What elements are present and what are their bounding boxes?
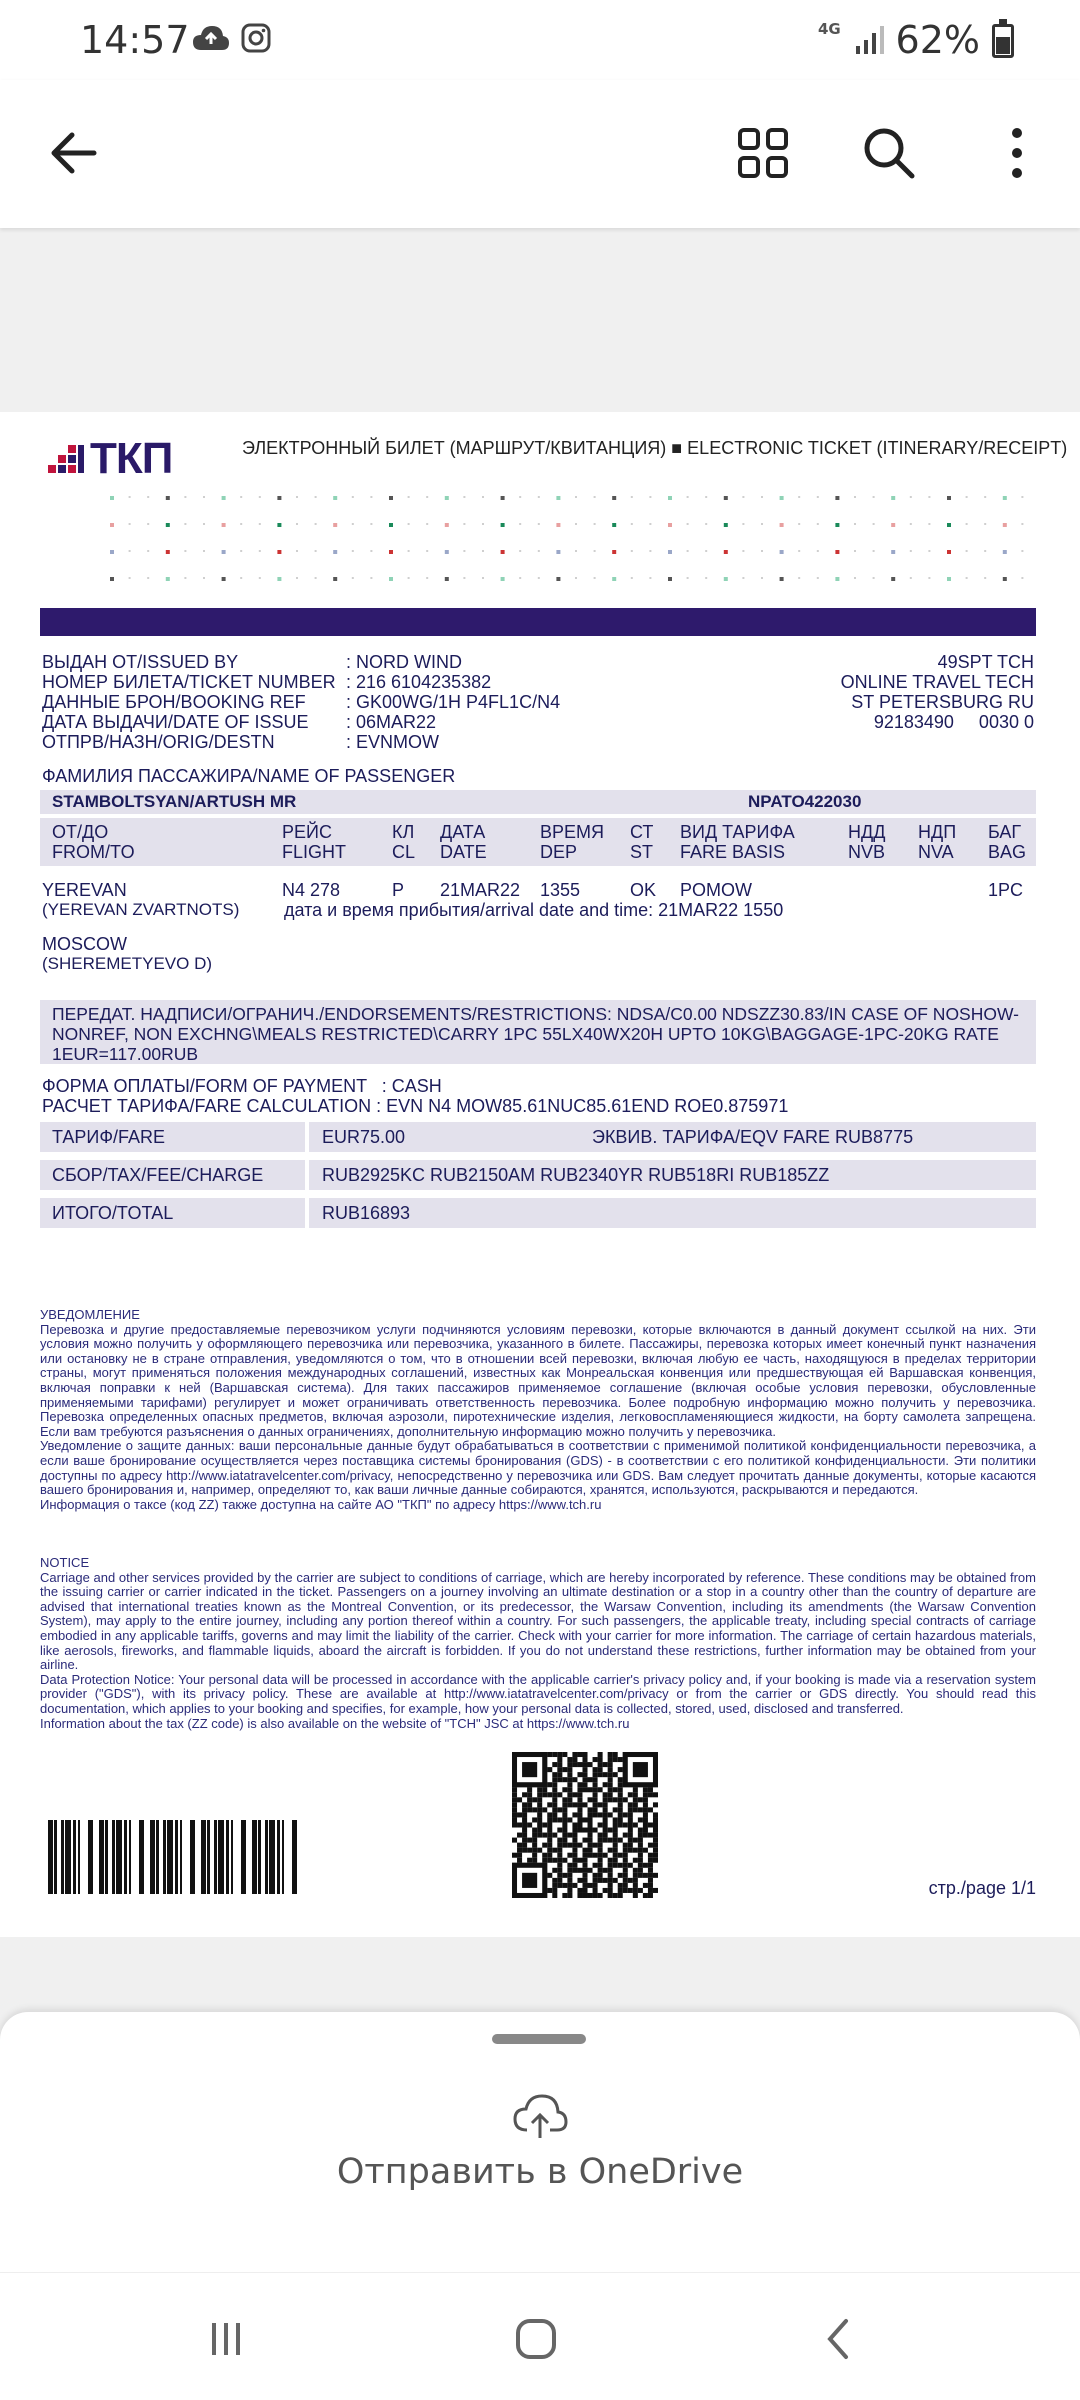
system-nav-bar — [0, 2272, 1080, 2400]
booking-ref-label: ДАННЫЕ БРОН/BOOKING REF — [42, 692, 306, 712]
grid-view-icon[interactable] — [718, 108, 808, 198]
segment-flight: N4 278 — [282, 880, 341, 900]
notice-ru-tax-info: Информация о таксе (код ZZ) также доступна на сайте АО "ТКП" по адресу https://www.tch.ru — [40, 1496, 602, 1512]
date-of-issue-label: ДАТА ВЫДАЧИ/DATE OF ISSUE — [42, 712, 309, 732]
send-to-onedrive-button[interactable] — [300, 2092, 780, 2222]
notice-ru-text: Перевозка и другие предоставляемые перевозчиком услуги подчиняются условиям перевозки, которые включаются в данный документ ссылкой на них. Эти условия можно получить у оформляющего перевозчика или перевозчика, указанного в билете. Пассажиры, перевозка которых имеет конечный пункт назначения или остановку не в стране отправления, уведомляются о том, что в отношении всей перевозки, включая любую ее часть, находящуюся в пределах территории страны, могут применяться положения международных соглашений, известных как Монреальская конвенция или предшествующая ей Варшавская конвенция, включая поправки к ней (Варшавская система). Для таких пассажиров применяемое соглашение (включая особые условия перевозки, обусловленные применяемыми тарифами) регулирует и может ограничивать ответственность перевозчика. Более подробную информацию можно получить у перевозчика. Перевозка определенных опасных предметов, включая аэрозоли, пиротехнические изделия, легковоспламеняющиеся жидкости, на борту самолета запрещена. Если вам требуются разъяснения о данных ограничениях, дополнительную информацию можно получить у перевозчика. — [40, 1321, 1036, 1439]
fare-value: EUR75.00 — [322, 1127, 406, 1147]
col-flight: РЕЙС — [282, 822, 332, 842]
status-time: 14:57 — [80, 18, 190, 62]
tax-value: RUB2925KC RUB2150AM RUB2340YR RUB518RI RUB185ZZ — [322, 1165, 830, 1185]
col-from-en: FROM/TO — [52, 842, 135, 862]
ticket-title: ЭЛЕКТРОННЫЙ БИЛЕТ (МАРШРУТ/КВИТАНЦИЯ) ■ ELECTRONIC TICKET (ITINERARY/RECEIPT) — [242, 438, 1068, 458]
notice-ru-data-protection: Уведомление о защите данных: ваши персональные данные будут обрабатываться в соответствии с применимой политикой конфиденциальности перевозчика, а если ваше бронирование осуществляется через поставщика системы бронирования (GDS) - в соответствии с его политикой конфиденциальности. Эти политики доступны по адресу http://www.iatatravelcenter.com/privacy, непосредственно у перевозчика или GDS. Вам следует прочитать данные документы, которые касаются вашего бронирования и, например, определяют то, как ваши личные данные собираются, хранятся, используются, раскрываются и передаются. — [40, 1438, 1036, 1498]
tkp-logo: ТКП — [48, 434, 172, 484]
battery-icon — [992, 24, 1014, 58]
segment-to-airport: (SHEREMETYEVO D) — [42, 954, 213, 973]
eqv-fare: ЭКВИВ. ТАРИФА/EQV FARE RUB8775 — [592, 1127, 914, 1147]
orig-destn-value: : EVNMOW — [346, 732, 439, 752]
passenger-name: STAMBOLTSYAN/ARTUSH MR — [52, 792, 297, 811]
col-fare-basis-en: FARE BASIS — [680, 842, 786, 862]
total-label: ИТОГО/TOTAL — [52, 1203, 174, 1223]
booking-ref-value: : GK00WG/1H P4FL1C/N4 — [346, 692, 561, 712]
endorsements: ПЕРЕДАТ. НАДПИСИ/ОГРАНИЧ./ENDORSEMENTS/RESTRICTIONS: NDSA/C0.00 NDSZZ30.83/IN CASE OF NOSHOW-NONREF, NON EXCHNG\MEALS RESTRICTED\CARRY 1PC 55LX40WX20H UPTO 10KG\BAGGAGE-1PC-20KG RATE 1EUR=117.00RUB — [52, 1004, 1020, 1064]
logo-mark-icon — [48, 438, 84, 474]
nav-back-icon[interactable] — [810, 2309, 870, 2369]
segment-status: OK — [630, 880, 657, 900]
segment-from: YEREVAN — [42, 880, 127, 900]
app-toolbar — [0, 80, 1080, 228]
passenger-label: ФАМИЛИЯ ПАССАЖИРА/NAME OF PASSENGER — [42, 766, 456, 786]
search-icon[interactable] — [844, 108, 934, 198]
segment-header-bar — [40, 818, 1036, 866]
notice-ru-title: УВЕДОМЛЕНИЕ — [40, 1307, 140, 1322]
issued-by-label: ВЫДАН ОТ/ISSUED BY — [42, 652, 239, 672]
battery-percent: 62% — [895, 18, 980, 62]
ticket-number-label: НОМЕР БИЛЕТА/TICKET NUMBER — [42, 672, 336, 692]
segment-arrival: дата и время прибытия/arrival date and time: 21MAR22 1550 — [284, 900, 784, 920]
col-bag-en: BAG — [988, 842, 1027, 862]
sheet-drag-handle[interactable] — [492, 2034, 586, 2044]
col-time: ВРЕМЯ — [540, 822, 605, 842]
notice-en-title: NOTICE — [40, 1555, 90, 1570]
total-value: RUB16893 — [322, 1203, 411, 1223]
network-type: 4G — [818, 20, 841, 38]
col-nvb-en: NVB — [848, 842, 886, 862]
agency-code: 49SPT TCH — [937, 652, 1034, 672]
back-arrow-icon[interactable] — [28, 108, 118, 198]
fare-calculation: РАСЧЕТ ТАРИФА/FARE CALCULATION : EVN N4 MOW85.61NUC85.61END ROE0.875971 — [42, 1096, 789, 1116]
signal-icon — [852, 22, 886, 56]
col-from: ОТ/ДО — [52, 822, 109, 842]
pdf-page[interactable] — [0, 412, 1080, 1937]
segment-baggage: 1PC — [988, 880, 1024, 900]
header-band — [40, 608, 1036, 636]
send-to-onedrive-label: Отправить в OneDrive — [336, 2152, 744, 2192]
col-cl: КЛ — [392, 822, 415, 842]
cloud-upload-icon — [510, 2092, 570, 2142]
notice-en — [40, 1556, 1036, 1731]
col-st-en: ST — [630, 842, 654, 862]
status-bar — [0, 0, 1080, 80]
page-number: стр./page 1/1 — [928, 1878, 1036, 1898]
segment-fare-basis: POMOW — [680, 880, 752, 900]
qr-code-image — [512, 1752, 658, 1898]
col-cl-en: CL — [392, 842, 416, 862]
col-date-en: DATE — [440, 842, 487, 862]
total-row — [40, 1198, 1036, 1228]
col-nva: НДП — [918, 822, 957, 842]
col-nvb: НДД — [848, 822, 886, 842]
col-date: ДАТА — [440, 822, 486, 842]
barcode-image — [42, 1820, 300, 1894]
col-bag: БАГ — [988, 822, 1022, 842]
home-icon[interactable] — [506, 2309, 566, 2369]
segment-from-airport: (YEREVAN ZVARTNOTS) — [42, 900, 240, 919]
date-of-issue-value: : 06MAR22 — [346, 712, 437, 732]
issued-by-value: : NORD WIND — [346, 652, 462, 672]
segment-to: MOSCOW — [42, 934, 127, 954]
segment-class: P — [392, 880, 405, 900]
col-flight-en: FLIGHT — [282, 842, 347, 862]
fare-label: ТАРИФ/FARE — [52, 1127, 166, 1147]
ticket-number-value: : 216 6104235382 — [346, 672, 492, 692]
more-vert-icon[interactable] — [972, 108, 1062, 198]
col-fare-basis: ВИД ТАРИФА — [680, 822, 795, 842]
col-st: СТ — [630, 822, 654, 842]
agency-city: ST PETERSBURG RU — [851, 692, 1034, 712]
decorative-dot-pattern — [100, 476, 1036, 596]
col-nva-en: NVA — [918, 842, 954, 862]
col-time-en: DEP — [540, 842, 578, 862]
recents-icon[interactable] — [196, 2309, 256, 2369]
agency-numbers: 92183490 0030 0 — [873, 712, 1034, 732]
segment-dep-time: 1355 — [540, 880, 581, 900]
tax-label: СБОР/TAX/FEE/CHARGE — [52, 1165, 264, 1185]
notice-en-tax-info: Information about the tax (ZZ code) is also available on the website of "TCH" JSC at https://www.tch.ru — [40, 1715, 630, 1731]
agency-name: ONLINE TRAVEL TECH — [840, 672, 1034, 692]
segment-date: 21MAR22 — [440, 880, 521, 900]
notice-en-text: Carriage and other services provided by the carrier are subject to conditions of carriage, which are hereby incorporated by reference. These conditions may be obtained from the issuing carrier or carrier indicated in the ticket. Passengers on a journey involving an ultimate destination or a stop in a country other than the country of departure are advised that international treaties known as the Montreal Convention, or its predecessor, the Warsaw Convention, including its amendments (the Warsaw Convention System), may apply to the entire journey, including any portion thereof within a country. For such passengers, the applicable treaty, including special contracts of carriage embodied in any applicable tariffs, governs and may limit the liability of the carrier. Check with your carrier for more information. The carriage of certain hazardous materials, like aerosols, fireworks, and flammable liquids, aboard the aircraft is forbidden. If you do not understand these restrictions, further information may be obtained from your airline. — [40, 1569, 1036, 1673]
notice-ru — [40, 1308, 1036, 1512]
instagram-icon — [240, 22, 272, 54]
share-bottom-sheet — [0, 2012, 1080, 2272]
payment-form: ФОРМА ОПЛАТЫ/FORM OF PAYMENT : CASH — [42, 1076, 442, 1096]
passenger-id: NPATO422030 — [748, 792, 862, 811]
orig-destn-label: ОТПРВ/НАЗН/ORIG/DESTN — [42, 732, 275, 752]
cloud-icon — [192, 24, 230, 52]
notice-en-data-protection: Data Protection Notice: Your personal data will be processed in accordance with the applicable carrier's privacy policy and, if your booking is made via a reservation system provider ("GDS"), with its privacy policy. These are available at http://www.iatatravelcenter.com/privacy or from the carrier or GDS directly. You should read this documentation, which applies to your booking and specifies, for example, how your personal data is collected, stored, used, disclosed and transferred. — [40, 1671, 1036, 1716]
